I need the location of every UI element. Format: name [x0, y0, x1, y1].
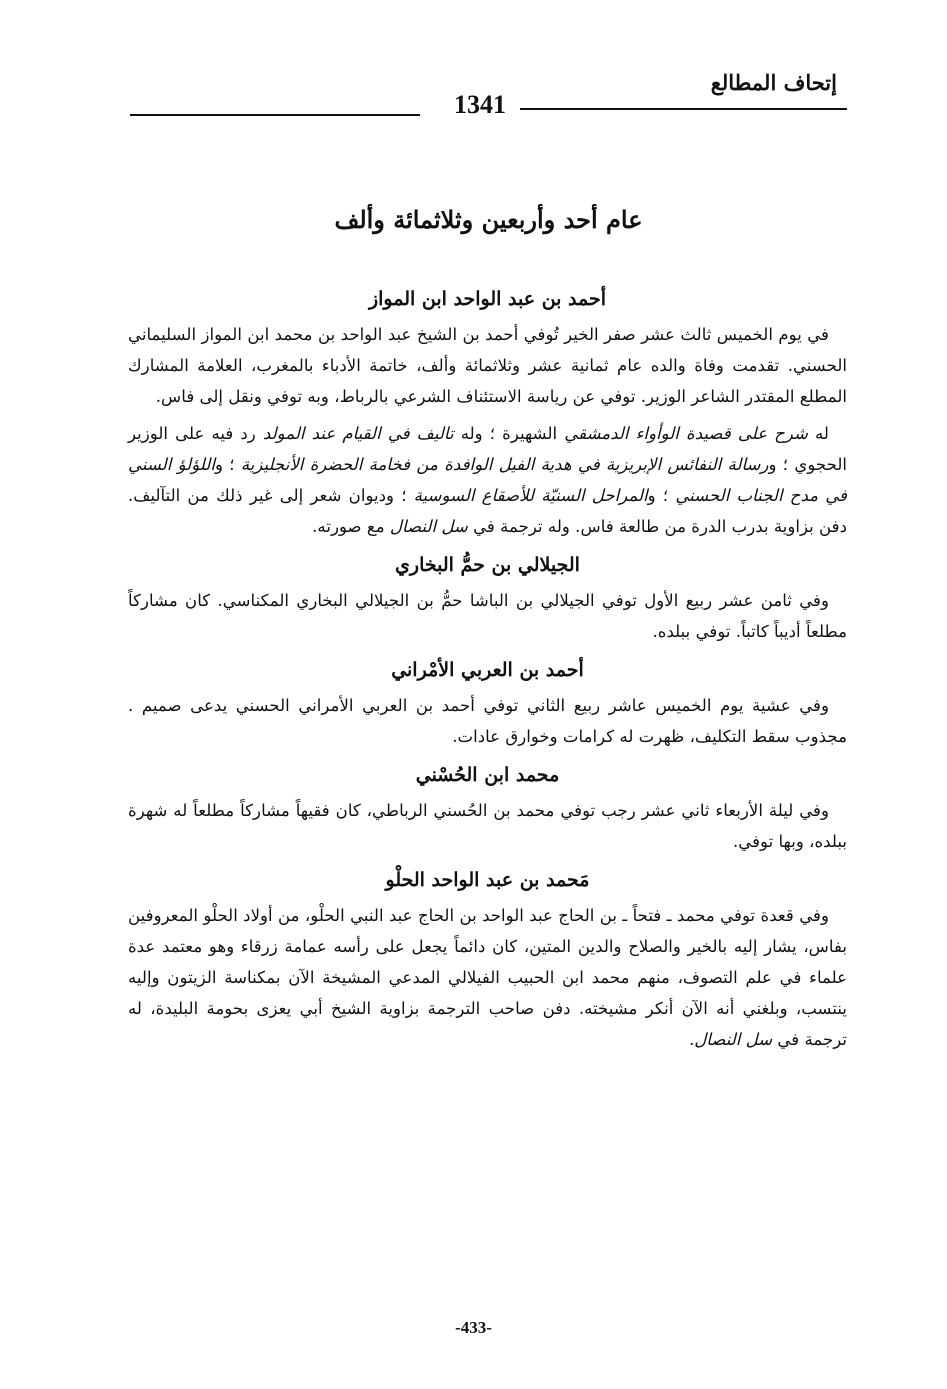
- entry-paragraph-works: [128, 418, 847, 542]
- text-segment: الشهيرة ؛ وله: [453, 424, 565, 443]
- entry-heading: أحمد بن العربي الأمْراني: [391, 659, 584, 681]
- text-segment: رد فيه على الوزير الحجوي ؛ و: [128, 424, 847, 474]
- main-content: [128, 282, 847, 1061]
- text-segment: ؛ و: [647, 486, 676, 505]
- work-title: المراحل السنيّة للأصقاع السوسية: [413, 486, 648, 505]
- entry-paragraph: في يوم الخميس ثالث عشر صفر الخير تُوفي أحمد بن الشيخ عبد الواحد بن محمد ابن المواز السليماني الحسني. تقدمت وفاة والده عام ثمانية عشر وثلاثمائة وألف، خاتمة الأدباء بالمغرب، العلامة المشارك المطلع المقتدر الشاعر الوزير. توفي عن رياسة الاستئناف الشرعي بالرباط، وبه توفي ونقل إلى فاس.: [128, 325, 847, 406]
- work-title: تاليف في القيام عند المولد: [262, 424, 454, 443]
- work-title: شرح على قصيدة الوأواء الدمشقي: [564, 424, 808, 443]
- text-segment: وفي قعدة توفي محمد ـ فتحاً ـ بن الحاج عبد الواحد بن الحاج عبد النبي الحلْو، من أولاد الحلْو المعروفين بفاس، يشار إليه بالخير والصلاح والدين المتين، كان دائماً يجعل على رأسه عمامة زرقاء وهو معتمد عدة علماء في علم التصوف، منهم محمد ابن الحبيب الفيلالي المدعي المشيخة الآن بمكناسة الزيتون وإليه ينتسب، وبلغني أنه الآن أنكر مشيخته. دفن صاحب الترجمة بزاوية الشيخ أبي يعزى بحومة البليدة، له ترجمة في: [128, 906, 847, 1049]
- entry-paragraph: وفي ليلة الأربعاء ثاني عشر رجب توفي محمد بن الحُسني الرباطي، كان فقيهاً مشاركاً مطلعاً له شهرة ببلده، وبها توفي.: [128, 801, 847, 851]
- entry-paragraph: [128, 900, 847, 1055]
- work-title: رسالة النفائس الإبريزية في هدية الفيل الوافدة من فخامة الحضرة الأنجليزية: [240, 455, 769, 474]
- text-segment: له: [807, 424, 829, 443]
- running-head: إتحاف المطالع: [710, 70, 837, 95]
- header-rule-left: [130, 114, 420, 116]
- header-rule-right: [520, 108, 847, 110]
- work-title: اللؤلؤ السني في مدح الجناب الحسني: [128, 455, 847, 505]
- source-title: سل النصال: [389, 517, 468, 536]
- page-number: -433-: [455, 1318, 492, 1337]
- source-title: سل النصال: [694, 1030, 773, 1049]
- text-segment: ؛ و: [214, 455, 241, 474]
- entry-paragraph: وفي عشية يوم الخميس عاشر ربيع الثاني توفي أحمد بن العربي الأمراني الحسني يدعى صميم . مجذوب سقط التكليف، ظهرت له كرامات وخوارق عادات.: [128, 696, 847, 746]
- entry-heading: الجيلالي بن حمُّ البخاري: [395, 554, 580, 576]
- text-segment: .: [688, 1030, 695, 1049]
- section-title: عام أحد وأربعين وثلاثمائة وألف: [334, 205, 643, 234]
- year-number: 1341: [454, 90, 506, 119]
- entry-paragraph: وفي ثامن عشر ربيع الأول توفي الجيلالي بن الباشا حمُّ بن الجيلالي البخاري المكناسي. كان مشاركاً مطلعاً أديباً كاتباً. توفي ببلده.: [128, 591, 847, 641]
- text-segment: مع صورته.: [312, 517, 390, 536]
- entry-heading: مَحمد بن عبد الواحد الحلْو: [385, 869, 590, 891]
- entry-heading: أحمد بن عبد الواحد ابن المواز: [368, 288, 607, 310]
- entry-heading: محمد ابن الحُسْني: [415, 764, 560, 786]
- text-segment: ؛ وديوان شعر إلى غير ذلك من التآليف. دفن بزاوية بدرب الدرة من طالعة فاس. وله ترجمة في: [128, 486, 847, 536]
